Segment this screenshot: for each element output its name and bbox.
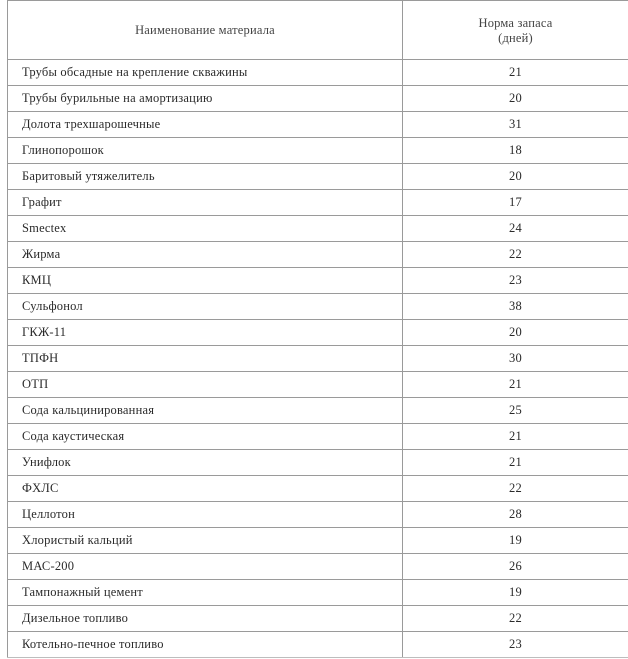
stock-days: 38 (403, 294, 628, 320)
stock-days: 23 (403, 268, 628, 294)
material-name: МАС-200 (8, 554, 403, 580)
material-name: ГКЖ-11 (8, 320, 403, 346)
material-name: Хлористый кальций (8, 528, 403, 554)
materials-stock-table (7, 0, 628, 658)
stock-days: 28 (403, 502, 628, 528)
stock-days: 19 (403, 580, 628, 606)
material-name: КМЦ (8, 268, 403, 294)
table-row (8, 476, 628, 502)
stock-days: 26 (403, 554, 628, 580)
header-material-name: Наименование материала (8, 1, 403, 60)
stock-days: 22 (403, 606, 628, 632)
table-row (8, 216, 628, 242)
table-row (8, 502, 628, 528)
stock-days: 18 (403, 138, 628, 164)
table-row (8, 450, 628, 476)
table-header-row (8, 1, 628, 60)
material-name: Унифлок (8, 450, 403, 476)
stock-days: 21 (403, 60, 628, 86)
material-name: Сульфонол (8, 294, 403, 320)
material-name: Долота трехшарошечные (8, 112, 403, 138)
table-header (8, 1, 628, 60)
material-name: Дизельное топливо (8, 606, 403, 632)
table-row (8, 554, 628, 580)
stock-days: 20 (403, 86, 628, 112)
material-name: Сода кальцинированная (8, 398, 403, 424)
stock-days: 23 (403, 632, 628, 658)
table-row (8, 528, 628, 554)
table-row (8, 398, 628, 424)
material-name: Сода каустическая (8, 424, 403, 450)
material-name: Трубы обсадные на крепление скважины (8, 60, 403, 86)
table-row (8, 372, 628, 398)
stock-days: 21 (403, 450, 628, 476)
table-row (8, 294, 628, 320)
table-row (8, 86, 628, 112)
material-name: ТПФН (8, 346, 403, 372)
table-row (8, 268, 628, 294)
stock-days: 31 (403, 112, 628, 138)
stock-days: 17 (403, 190, 628, 216)
header-stock-days-line2: (дней) (498, 31, 533, 45)
table-row (8, 242, 628, 268)
table-row (8, 112, 628, 138)
material-name: Баритовый утяжелитель (8, 164, 403, 190)
header-stock-days-line1: Норма запаса (478, 16, 553, 30)
header-stock-days (403, 1, 628, 60)
material-name: Smectex (8, 216, 403, 242)
table-row (8, 320, 628, 346)
stock-days: 25 (403, 398, 628, 424)
material-name: Графит (8, 190, 403, 216)
table-row (8, 138, 628, 164)
table-row (8, 346, 628, 372)
material-name: Тампонажный цемент (8, 580, 403, 606)
stock-days: 19 (403, 528, 628, 554)
material-name: Глинопорошок (8, 138, 403, 164)
material-name: Жирма (8, 242, 403, 268)
table-row (8, 632, 628, 658)
material-name: Трубы бурильные на амортизацию (8, 86, 403, 112)
stock-days: 20 (403, 164, 628, 190)
stock-days: 21 (403, 372, 628, 398)
table-row (8, 606, 628, 632)
stock-days: 24 (403, 216, 628, 242)
table-row (8, 164, 628, 190)
stock-days: 22 (403, 476, 628, 502)
table-body (8, 60, 628, 658)
stock-days: 22 (403, 242, 628, 268)
stock-days: 21 (403, 424, 628, 450)
material-name: Целлотон (8, 502, 403, 528)
material-name: ОТП (8, 372, 403, 398)
table-row (8, 580, 628, 606)
stock-days: 30 (403, 346, 628, 372)
stock-days: 20 (403, 320, 628, 346)
material-name: Котельно-печное топливо (8, 632, 403, 658)
table-row (8, 190, 628, 216)
table-row (8, 424, 628, 450)
table-row (8, 60, 628, 86)
material-name: ФХЛС (8, 476, 403, 502)
